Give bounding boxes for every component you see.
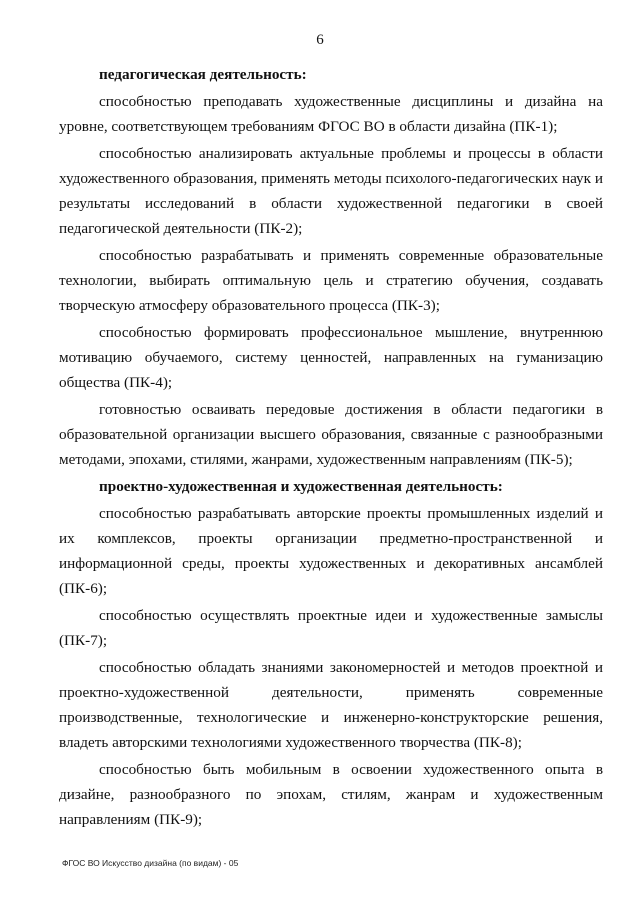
competency-paragraph: способностью разрабатывать и применять современные образовательные технологии, выбирать оптимальную цель и стратегию обучения, создавать творческую атмосферу образовательного процесса (ПК-3);	[59, 247, 603, 314]
competency-paragraph: способностью преподавать художественные дисциплины и дизайна на уровне, соответствующем требованиям ФГОС ВО в области дизайна (ПК-1);	[59, 93, 603, 135]
competency-paragraph: готовностью осваивать передовые достижения в области педагогики в образовательной организации высшего образования, связанные с разнообразными методами, эпохами, стилями, жанрами, художественным направлениям (ПК-5);	[59, 401, 603, 468]
page-number: 6	[316, 32, 324, 48]
competency-paragraph: способностью обладать знаниями закономерностей и методов проектной и проектно-художественной деятельности, применять современные производственные, технологические и инженерно-конструкторские решения, владеть авторскими технологиями художественного творчества (ПК-8);	[59, 659, 603, 751]
competency-paragraph: способностью осуществлять проектные идеи и художественные замыслы (ПК-7);	[59, 607, 603, 649]
section-heading: проектно-художественная и художественная деятельность:	[99, 478, 503, 495]
page-footer: ФГОС ВО Искусство дизайна (по видам) - 05	[62, 858, 239, 868]
competency-paragraph: способностью разрабатывать авторские проекты промышленных изделий и их комплексов, проекты организации предметно-пространственной и информационной среды, проекты художественных и декоративных ансамблей (ПК-6);	[59, 505, 603, 597]
competency-paragraph: способностью анализировать актуальные проблемы и процессы в области художественного образования, применять методы психолого-педагогических наук и результаты исследований в области художественной педагогики в своей педагогической деятельности (ПК-2);	[59, 145, 603, 237]
document-body	[59, 62, 603, 834]
competency-paragraph: способностью быть мобильным в освоении художественного опыта в дизайне, разнообразного по эпохам, стилям, жанрам и художественным направлениям (ПК-9);	[59, 761, 603, 828]
competency-paragraph: способностью формировать профессиональное мышление, внутреннюю мотивацию обучаемого, систему ценностей, направленных на гуманизацию общества (ПК-4);	[59, 324, 603, 391]
section-heading: педагогическая деятельность:	[99, 66, 307, 83]
